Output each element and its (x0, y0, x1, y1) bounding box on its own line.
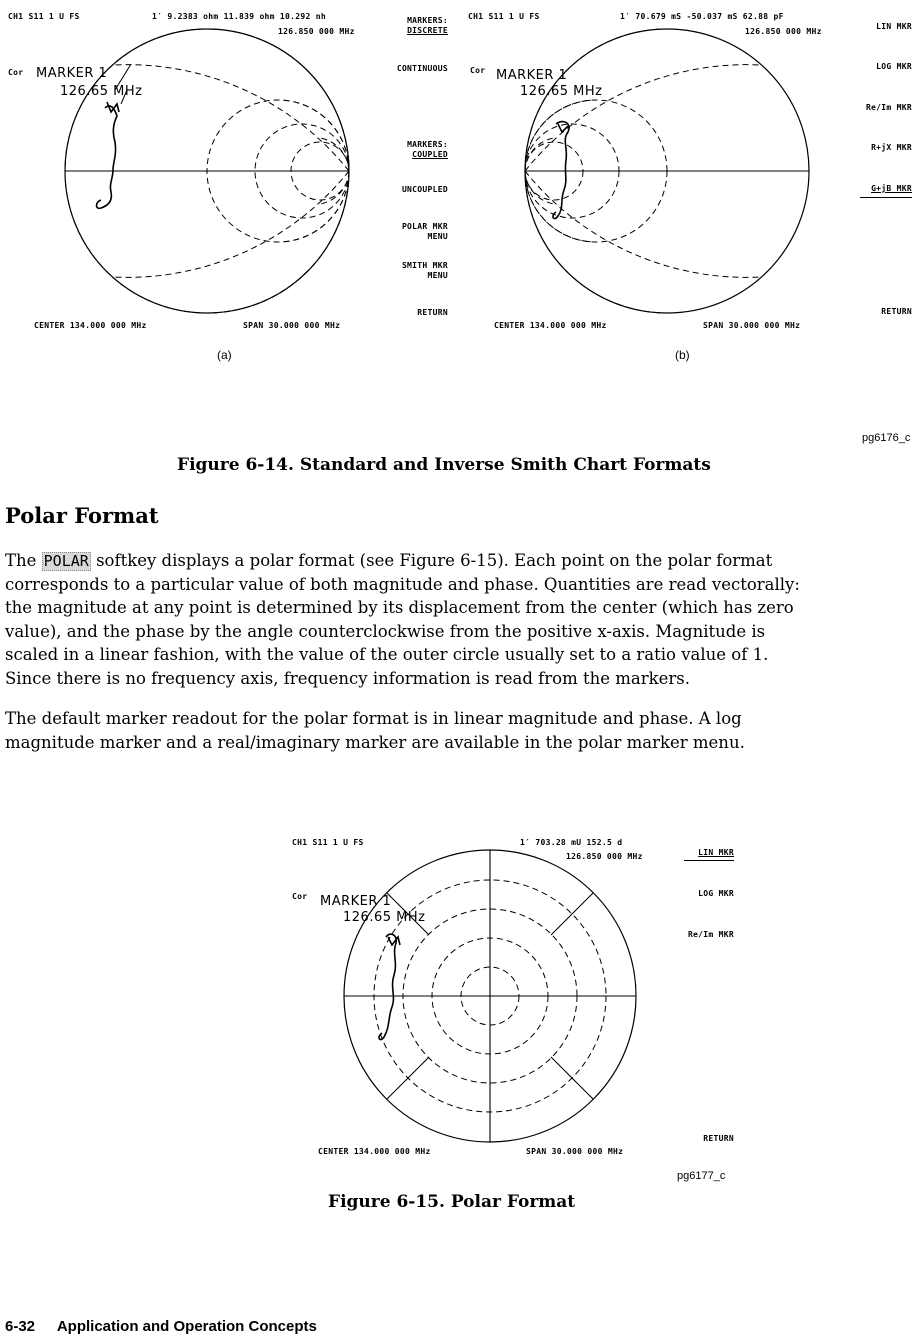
panel-a-label: (a) (217, 348, 232, 362)
polar-softkey-re-im-mkr: Re/Im MKR (687, 930, 734, 939)
polar-cor-indicator: Cor (292, 892, 308, 901)
panel-a-cor-indicator: Cor (8, 68, 24, 77)
polar-span: SPAN 30.000 000 MHz (526, 1147, 624, 1156)
polar-center-frequency: CENTER 134.000 000 MHz (318, 1147, 431, 1156)
figure-14-caption: Figure 6-14. Standard and Inverse Smith Chart Formats (177, 455, 711, 475)
panel-b-softkey-re-im-mkr: Re/Im MKR (865, 103, 912, 112)
panel-a-softkey-markers-coupled: MARKERS: COUPLED (407, 140, 448, 159)
paragraph-1-line-6: Since there is no frequency axis, frequency information is read from the markers. (5, 668, 690, 688)
panel-a-marker-label: MARKER 1 (36, 66, 108, 81)
panel-a-softkey-markers-discrete: MARKERS: DISCRETE (407, 16, 448, 35)
figure-14-id: pg6176_c (862, 432, 911, 444)
paragraph-polar-format (5, 549, 800, 691)
panel-a-header-left: CH1 S11 1 U FS (8, 12, 80, 21)
paragraph-marker-readout (5, 707, 745, 754)
panel-a-softkey-polar-mkr-menu: POLAR MKR MENU (401, 222, 448, 241)
figure-15-caption: Figure 6-15. Polar Format (328, 1192, 576, 1212)
panel-a-marker-label-frequency: 126.65 MHz (60, 84, 143, 99)
paragraph-1-line-5: scaled in a linear fashion, with the value of the outer circle usually set to a ratio value of 1. (5, 645, 769, 665)
panel-b-marker-frequency: 126.850 000 MHz (745, 27, 822, 36)
page-footer (5, 1318, 317, 1335)
polar-softkey-return: RETURN (703, 1134, 734, 1143)
panel-b-softkey-selected-underline (860, 197, 912, 198)
panel-b-center-frequency: CENTER 134.000 000 MHz (494, 321, 607, 330)
polar-marker-label: MARKER 1 (320, 894, 392, 909)
polar-header-left: CH1 S11 1 U FS (292, 838, 364, 847)
panel-b-marker-label: MARKER 1 (496, 68, 568, 83)
panel-a-span: SPAN 30.000 000 MHz (243, 321, 341, 330)
paragraph-1-line-2: corresponds to a particular value of both magnitude and phase. Quantities are read vectorally: (5, 574, 800, 594)
paragraph-2-line-1: The default marker readout for the polar format is in linear magnitude and phase. A log (5, 709, 742, 728)
panel-b-softkey-log-mkr: LOG MKR (876, 62, 912, 71)
paragraph-2-line-2: magnitude marker and a real/imaginary marker are available in the polar marker menu. (5, 732, 745, 752)
panel-a-marker-frequency: 126.850 000 MHz (278, 27, 355, 36)
footer-section-title: Application and Operation Concepts (56, 1318, 317, 1335)
panel-b-header-left: CH1 S11 1 U FS (468, 12, 540, 21)
panel-b-span: SPAN 30.000 000 MHz (703, 321, 801, 330)
polar-softkey-lin-mkr: LIN MKR (698, 848, 734, 857)
panel-b-softkey-lin-mkr: LIN MKR (876, 22, 912, 31)
panel-a-softkey-continuous: CONTINUOUS (396, 64, 448, 73)
panel-b-softkey-r-jx-mkr: R+jX MKR (871, 143, 912, 152)
paragraph-1-line-3: the magnitude at any point is determined by its displacement from the center (which has zero (5, 598, 794, 618)
panel-b-marker-readout: 1′ 70.679 mS -50.037 mS 62.88 pF (620, 12, 784, 21)
panel-a-softkey-smith-mkr-menu: SMITH MKR MENU (401, 261, 448, 280)
polar-marker-label-frequency: 126.65 MHz (343, 910, 426, 925)
panel-b-cor-indicator: Cor (470, 66, 486, 75)
polar-softkey-log-mkr: LOG MKR (698, 889, 734, 898)
polar-marker-readout: 1′ 703.28 mU 152.5 d (520, 838, 623, 847)
panel-b-softkey-g-jb-mkr: G+jB MKR (871, 184, 912, 193)
panel-a-softkey-uncoupled: UNCOUPLED (401, 185, 448, 194)
section-title: Polar Format (5, 503, 159, 528)
polar-marker-frequency: 126.850 000 MHz (566, 852, 643, 861)
paragraph-1-line-4: value), and the phase by the angle counterclockwise from the positive x-axis. Magnitude is (5, 621, 766, 641)
polar-softkey-selected-underline (684, 860, 734, 861)
polar-chart (340, 845, 640, 1150)
panel-b-inverse-smith-chart (512, 20, 817, 330)
page-number: 6-32 (5, 1318, 36, 1335)
polar-softkey: POLAR (43, 552, 89, 570)
panel-a-marker-readout: 1′ 9.2383 ohm 11.839 ohm 10.292 nh (152, 12, 326, 21)
panel-b-marker-label-frequency: 126.65 MHz (520, 84, 603, 99)
panel-b-label: (b) (675, 348, 690, 362)
panel-a-softkey-return: RETURN (417, 308, 448, 317)
panel-b-softkey-return: RETURN (881, 307, 912, 316)
panel-a-center-frequency: CENTER 134.000 000 MHz (34, 321, 147, 330)
figure-15-id: pg6177_c (677, 1170, 726, 1182)
paragraph-1-line-1: The POLAR softkey displays a polar format (see Figure 6-15). Each point on the polar format (5, 551, 773, 570)
